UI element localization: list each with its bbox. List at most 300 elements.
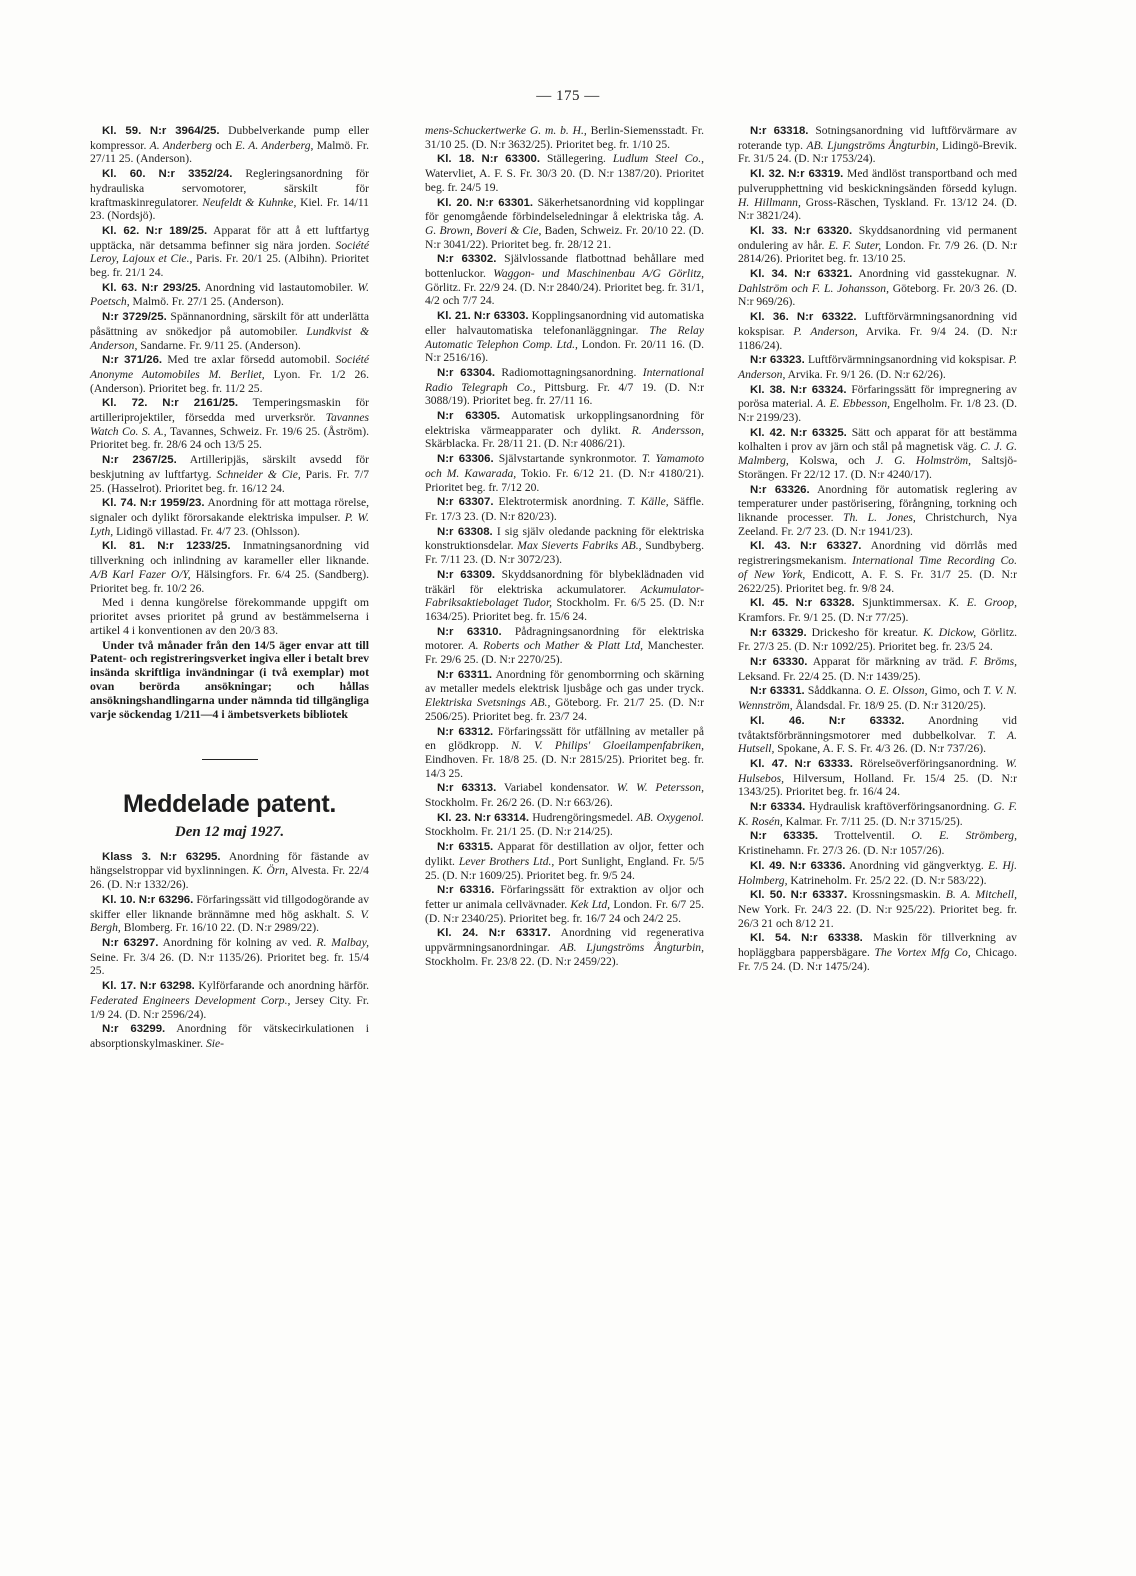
entry-text: Anordning för automatisk reglering av temperaturer under pastörisering, förångning, torkning och liknande processer.: [738, 482, 1017, 524]
patent-number: N:r 63331.: [750, 685, 805, 698]
patent-entry: [738, 539, 1017, 595]
entry-text: Sotningsanordning vid luftförvärmare av roterande typ.: [738, 124, 1017, 152]
patent-number: N:r 3964/25.: [149, 125, 220, 137]
entry-text: Engelholm. Fr. 1/8 23. (D. N:r 2199/23).: [738, 397, 1017, 425]
applicant-name: J. G. Holmström,: [875, 454, 971, 468]
applicant-name: Federated Engineers Development Corp.,: [90, 993, 291, 1007]
patent-entry: [90, 310, 369, 352]
applicant-name: K. E. Groop,: [948, 596, 1017, 610]
patent-entry: [738, 800, 1017, 828]
entry-text: Pittsburg. Fr. 4/7 19. (D. N:r 3088/19). Prioritet beg. fr. 27/11 16.: [425, 380, 704, 408]
patent-entry: [90, 539, 369, 595]
entry-text: Görlitz. Fr. 22/9 24. (D. N:r 2840/24). Prioritet beg. fr. 31/1, 4/2 och 7/7 24.: [425, 280, 704, 308]
applicant-name: A. Anderberg: [149, 138, 212, 152]
class-number: Kl. 23.: [437, 811, 471, 824]
patent-entry: [425, 409, 704, 451]
patent-entry: [738, 596, 1017, 624]
applicant-name: P. W. Lyth,: [90, 510, 369, 538]
patent-number: N:r 63313.: [437, 782, 497, 795]
patent-entry: [425, 926, 704, 968]
patent-number: N:r 63327.: [800, 540, 862, 553]
section-date: Den 12 maj 1927.: [174, 824, 285, 841]
patent-entry: [90, 893, 369, 935]
entry-text: Förfaringssätt för impregnering av porösa material.: [738, 382, 1017, 411]
entry-text: Maskin för tillverkning av hopläggbara pappersbägare.: [738, 931, 1017, 960]
patent-number: N:r 63332.: [828, 714, 905, 727]
entry-text: Chicago. Fr. 7/5 24. (D. N:r 1475/24).: [738, 946, 1017, 973]
patent-entry: [90, 850, 369, 892]
granted-patent-list: [90, 850, 369, 1051]
patent-entry: [738, 124, 1017, 166]
applicant-name: The Relay Automatic Telephon Comp. Ltd.,: [425, 323, 704, 351]
applicant-name: Société Anonyme Automobiles M. Berliet,: [90, 353, 369, 381]
applicant-name: N. Dahlström och F. L. Johansson,: [738, 267, 1017, 295]
entry-text: Leksand. Fr. 22/4 25. (D. N:r 1439/25).: [738, 669, 921, 683]
patent-entry: [425, 196, 704, 252]
patent-number: N:r 3729/25.: [102, 311, 167, 324]
patent-number: N:r 63337.: [790, 889, 848, 902]
entry-text: Anordning för att mottaga rörelse, signaler och dylikt förorsakande elektriska impulser.: [90, 496, 369, 524]
patent-number: N:r 63314.: [474, 811, 530, 824]
patent-entry: [90, 224, 369, 280]
patent-number: N:r 63295.: [160, 850, 221, 863]
applicant-name: N. V. Philips' Gloeilampenfabriken,: [511, 739, 704, 753]
class-number: Kl. 24.: [437, 927, 479, 940]
entry-text: Apparat för att å ett luftfartyg upptäcka, när detsamma befinner sig nära jorden.: [90, 223, 369, 252]
patent-number: N:r 63336.: [789, 859, 846, 872]
entry-text: Såddkanna.: [804, 684, 865, 698]
applicant-name: Max Sieverts Fabriks AB.,: [517, 539, 642, 553]
class-number: Kl. 59.: [102, 125, 142, 137]
patent-number: N:r 63311.: [437, 668, 493, 681]
entry-text: Hilversum, Holland. Fr. 15/4 25. (D. N:r 1343/25). Prioritet beg. fr. 16/4 24.: [738, 771, 1017, 799]
entry-text: Eindhoven. Fr. 18/8 25. (D. N:r 2815/25). Prioritet beg. fr. 14/3 25.: [425, 752, 704, 780]
class-number: Kl. 45.: [750, 597, 789, 610]
entry-text: Kylförfarande och anordning härför.: [194, 979, 369, 993]
applicant-name: E. Hj. Holmberg,: [738, 858, 1018, 887]
class-number: Kl. 63.: [102, 281, 138, 294]
patent-number: N:r 63329.: [750, 626, 807, 639]
entry-text: Apparat för destillation av oljor, fetter och dylikt.: [425, 840, 704, 868]
patent-entry: [90, 979, 369, 1021]
class-number: Kl. 81.: [102, 540, 145, 553]
class-number: Kl. 42.: [750, 426, 786, 439]
patent-entry: [738, 383, 1017, 425]
applicant-name: R. Malbay,: [316, 936, 369, 949]
class-number: Kl. 34.: [750, 268, 788, 281]
applicant-name: W. Poetsch,: [90, 280, 370, 309]
entry-text: Kalmar. Fr. 7/11 25. (D. N:r 3715/25).: [782, 814, 963, 828]
entry-text: Skyddsanordning vid permanent ondulering av hår.: [738, 223, 1017, 252]
patent-entry: [425, 725, 704, 781]
entry-text: Anordning vid regenerativa uppvärmningsanordningar.: [425, 926, 704, 955]
patent-number: N:r 63318.: [750, 125, 809, 137]
applicant-name: Sie-: [205, 1036, 224, 1050]
entry-text: Luftförvärmningsanordning vid kokspisar.: [738, 310, 1017, 338]
patent-entry: [738, 483, 1017, 539]
entry-text: Anordning vid tvåtaktsförbränningsmotorer med dubbelkolvar.: [738, 713, 1017, 742]
entry-text: Artilleripjäs, särskilt avsedd för beskjutning av luftfartyg.: [90, 453, 369, 481]
patent-number: N:r 63330.: [750, 656, 808, 669]
entry-text: Sätt och apparat för att bestämma kolhalten i prov av järn och stål på magnetisk väg.: [738, 425, 1017, 454]
entry-text: Sjunktimmersax.: [854, 596, 949, 610]
announcement-list: [90, 124, 369, 595]
entry-text: Kiel. Fr. 14/11 23. (Nordsjö).: [90, 195, 369, 223]
patent-number: N:r 63302.: [437, 253, 497, 266]
entry-text: Automatisk urkopplingsanordning för elektriska värmeapparater och dylikt.: [425, 409, 704, 437]
patent-entry: [738, 267, 1017, 309]
entry-text: Port Sunlight, England. Fr. 5/5 25. (D. N:r 1609/25). Prioritet beg. fr. 9/5 24.: [425, 854, 705, 882]
applicant-name: Ackumulator-Fabriksaktiebolaget Tudor,: [425, 582, 704, 610]
patent-number: N:r 63304.: [437, 366, 495, 379]
patent-entry: [90, 167, 369, 223]
class-number: Kl. 62.: [102, 224, 140, 237]
patent-entry: [425, 840, 704, 882]
applicant-name: O. E. Strömberg,: [911, 829, 1017, 843]
entry-text: Sundbyberg. Fr. 7/11 23. (D. N:r 3072/23).: [425, 539, 704, 567]
entry-text: Anordning vid dörrlås med registreringsmekanism.: [738, 539, 1017, 568]
applicant-name: W. Hulsebos,: [738, 756, 1017, 785]
entry-text: Sandarne. Fr. 9/11 25. (Anderson).: [137, 338, 301, 352]
entry-text: Pådragningsanordning för elektriska motorer.: [425, 624, 704, 653]
patent-entry: [425, 883, 704, 925]
entry-text: Apparat för märkning av träd.: [807, 655, 970, 669]
patent-entry: [425, 124, 704, 151]
applicant-name: T. A. Hutsell,: [738, 728, 1017, 756]
patent-entry: [738, 757, 1017, 799]
applicant-name: Kek Ltd,: [570, 897, 611, 911]
entry-text: Ålandsdal. Fr. 18/9 25. (D. N:r 3120/25).: [792, 699, 986, 713]
priority-notice: Med i denna kungörelse förekommande uppgift om prioritet avses prioritet på grund av bestämmelserna i artikel 4 i konventionen av den 20/3 83.: [90, 595, 369, 637]
patent-entry: [90, 281, 369, 309]
patent-entry: [738, 353, 1017, 381]
patent-number: N:r 63319.: [788, 168, 844, 181]
entry-text: New York. Fr. 24/3 22. (D. N:r 925/22). Prioritet beg. fr. 26/3 21 och 8/12 21.: [738, 902, 1017, 930]
entry-text: Gimo, och: [927, 684, 984, 698]
patent-entry: [425, 452, 704, 494]
patent-entry: [90, 936, 369, 978]
patent-entry: [90, 353, 369, 395]
applicant-name: Waggon- und Maschinenbau A/G Görlitz,: [493, 267, 705, 281]
entry-text: I sig själv oledande packning för elektriska konstruktionsdelar.: [425, 524, 704, 553]
patent-number: N:r 63299.: [102, 1023, 166, 1036]
patent-number: N:r 189/25.: [145, 224, 208, 237]
entry-text: Arvika. Fr. 9/1 26. (D. N:r 62/26).: [785, 367, 946, 381]
entry-text: Temperingsmaskin för artilleriprojektiler, försedda med urverksrör.: [90, 396, 369, 425]
patent-entry: [425, 568, 704, 624]
applicant-name: Lever Brothers Ltd.,: [458, 854, 555, 868]
class-number: Kl. 74.: [102, 497, 137, 510]
entry-text: Alvesta. Fr. 22/4 26. (D. N:r 1332/26).: [90, 864, 369, 892]
column-3: [738, 124, 1017, 974]
applicant-name: Neufeldt & Kuhnke,: [202, 195, 297, 209]
patent-entry: [425, 152, 704, 194]
entry-text: Gross-Räschen, Tyskland. Fr. 13/12 24. (D. N:r 3821/24).: [738, 195, 1017, 223]
patent-entry: [425, 668, 704, 724]
class-number: Kl. 50.: [750, 889, 786, 902]
patent-number: N:r 63303.: [473, 310, 529, 323]
patent-entry: [90, 124, 369, 166]
applicant-name: W. W. Petersson,: [616, 781, 704, 795]
applicant-name: T. Källe,: [627, 495, 669, 509]
entry-text: Luftförvärmningsanordning vid kokspisar.: [804, 353, 1009, 367]
applicant-name: R. Andersson,: [631, 423, 704, 437]
entry-text: Med ändlöst transportband och med pulverupphettning vid beskickningsänden försedd kylugn.: [738, 167, 1017, 195]
patent-entry: [425, 625, 704, 667]
applicant-name: C. J. G. Malmberg,: [738, 440, 1017, 468]
entry-text: Blomberg. Fr. 16/10 22. (D. N:r 2989/22).: [120, 921, 319, 935]
applicant-name: AB. Ljungströms Ångturbin,: [559, 941, 704, 955]
class-number: Klass 3.: [102, 850, 152, 863]
patent-number: N:r 63309.: [437, 568, 496, 581]
entry-text: Kramfors. Fr. 9/1 25. (D. N:r 77/25).: [738, 610, 909, 624]
entry-text: Saltsjö-Storängen. Fr 22/12 17. (D. N:r 4240/17).: [738, 454, 1017, 481]
applicant-name: F. Bröms,: [969, 655, 1017, 669]
class-number: Kl. 36.: [750, 311, 789, 324]
patent-number: N:r 1959/23.: [139, 497, 205, 510]
applicant-name: AB. Oxygenol.: [636, 810, 704, 824]
section-divider: [202, 759, 258, 760]
entry-text: Lyon. Fr. 1/2 26. (Anderson). Prioritet beg. fr. 11/2 25.: [90, 367, 370, 395]
patent-number: N:r 63306.: [437, 453, 494, 466]
applicant-name: AB. Ljungströms Ångturbin,: [806, 138, 939, 152]
applicant-name: P. Anderson,: [793, 324, 858, 338]
applicant-name: K. Dickow,: [923, 625, 977, 639]
entry-text: Berlin-Siemensstadt. Fr. 31/10 25. (D. N:r 3632/25). Prioritet beg. fr. 1/10 25.: [425, 124, 704, 151]
applicant-name: Ludlum Steel Co.,: [612, 152, 704, 166]
entry-text: Göteborg. Fr. 20/3 26. (D. N:r 969/26).: [738, 281, 1017, 309]
applicant-name: E. F. Suter,: [828, 238, 882, 252]
applicant-name: International Time Recording Co. of New York,: [738, 554, 1017, 581]
applicant-name: The Vortex Mfg Co,: [874, 946, 971, 960]
entry-text: Hälsingfors. Fr. 6/4 25. (Sandberg). Prioritet beg. fr. 10/2 26.: [90, 567, 369, 595]
patent-number: N:r 63322.: [796, 311, 857, 324]
applicant-name: Tavannes Watch Co. S. A.,: [90, 411, 369, 438]
patent-number: N:r 3352/24.: [158, 168, 233, 181]
entry-text: Krossningsmaskin.: [847, 888, 946, 902]
entry-text: Variabel kondensator.: [496, 781, 617, 795]
entry-text: Hudrengöringsmedel.: [529, 810, 637, 824]
entry-text: Trottelventil.: [818, 829, 912, 843]
entry-text: Kopplingsanordning vid automatiska eller halvautomatiska telefonanläggningar.: [425, 309, 705, 337]
entry-text: Baden, Schweiz. Fr. 20/10 22. (D. N:r 3041/22). Prioritet beg. fr. 28/12 21.: [425, 223, 704, 251]
class-number: Kl. 72.: [102, 397, 148, 410]
entry-text: Lidingö villastad. Fr. 4/7 23. (Ohlsson).: [113, 524, 300, 538]
entry-text: Paris. Fr. 20/1 25. (Albihn). Prioritet beg. fr. 21/1 24.: [90, 252, 369, 280]
patent-number: N:r 63326.: [750, 483, 810, 496]
applicant-name: mens-Schuckertwerke G. m. b. H.,: [425, 124, 587, 137]
patent-number: N:r 63300.: [481, 153, 541, 166]
class-number: Kl. 47.: [750, 757, 788, 770]
entry-text: Säffle. Fr. 17/3 23. (D. N:r 820/23).: [425, 495, 704, 523]
class-number: Kl. 43.: [750, 540, 791, 553]
applicant-name: A/B Karl Fazer O/Y,: [90, 567, 191, 581]
class-number: Kl. 21.: [437, 310, 471, 323]
entry-text: Anordning för genomborrning och skärning av metaller medels elektrisk ljusbåge och gas under tryck.: [425, 667, 704, 696]
patent-entry: [425, 525, 704, 567]
patent-number: N:r 63316.: [437, 884, 495, 897]
patent-entry: [90, 1022, 369, 1050]
patent-number: N:r 63320.: [793, 224, 853, 237]
patent-entry: [738, 859, 1017, 887]
applicant-name: T. V. N. Wennström,: [738, 684, 1017, 713]
applicant-name: P. Anderson,: [738, 353, 1017, 381]
entry-text: Malmö. Fr. 27/11 25. (Anderson).: [90, 138, 369, 166]
patent-number: N:r 63305.: [437, 410, 501, 423]
class-number: Kl. 49.: [750, 859, 786, 872]
patent-number: N:r 371/26.: [102, 354, 163, 367]
patent-number: N:r 63328.: [795, 597, 855, 610]
patent-number: N:r 63310.: [437, 625, 502, 638]
patent-number: N:r 63324.: [790, 383, 847, 396]
entry-text: Spokane, A. F. S. Fr. 4/3 26. (D. N:r 737/26).: [774, 742, 987, 756]
entry-text: Skyddsanordning för blybeklädnaden vid träkärl för elektriska ackumulatorer.: [425, 567, 704, 596]
patent-entry: [738, 224, 1017, 266]
patent-number: N:r 2367/25.: [102, 454, 177, 467]
entry-text: Anordning för vätskecirkulationen i absorptionskylmaskiner.: [90, 1022, 369, 1050]
entry-text: Med tre axlar försedd automobil.: [162, 353, 336, 367]
section-title: Meddelade patent.: [123, 790, 336, 819]
class-number: Kl. 33.: [750, 224, 788, 237]
entry-text: Kolswa, och: [788, 454, 876, 468]
patent-entry: [90, 496, 369, 538]
entry-text: Malmö. Fr. 27/1 25. (Anderson).: [129, 295, 284, 309]
applicant-name: G. F. K. Rosén,: [738, 800, 1017, 828]
patent-number: N:r 63296.: [138, 893, 194, 906]
entry-text: Göteborg. Fr. 21/7 25. (D. N:r 2506/25). Prioritet beg. fr. 23/7 24.: [425, 696, 704, 723]
entry-text: Tavannes, Schweiz. Fr. 19/6 25. (Åström). Prioritet beg. fr. 28/6 24 och 13/5 25.: [90, 424, 369, 452]
entry-text: Lidingö-Brevik. Fr. 31/5 24. (D. N:r 1753/24).: [738, 138, 1018, 166]
class-number: Kl. 10.: [102, 893, 136, 906]
class-number: Kl. 46.: [750, 714, 805, 727]
patent-number: N:r 63333.: [794, 757, 853, 770]
class-number: Kl. 32.: [750, 168, 785, 181]
applicant-name: Société Leroy, Lajoux et Cie.,: [90, 238, 369, 266]
patent-number: N:r 2161/25.: [162, 397, 239, 410]
patent-number: N:r 63321.: [794, 268, 853, 281]
applicant-name: T. Yamamoto och M. Kawarada,: [425, 452, 704, 480]
objection-notice: Under två månader från den 14/5 äger envar att till Patent- och registreringsverket ingiva eller i betalt brev insända skriftliga invändningar (i två exemplar) mot ovan berörda ansökningar; och hållas ansökningshandlingarna under nämnda tid tillgängliga varje söckendag 1/211—4 i ämbetsverkets bibliotek: [90, 637, 369, 721]
applicant-name: A. E. Ebbesson,: [816, 397, 891, 411]
entry-text: Förfaringssätt vid tillgodogörande av skiffer eller liknande brännämne med hög askhalt.: [90, 892, 369, 921]
patent-number: N:r 63323.: [750, 354, 805, 367]
applicant-name: International Radio Telegraph Co.,: [425, 365, 704, 394]
column-2: [425, 124, 704, 969]
entry-text: Skärblacka. Fr. 28/11 21. (D. N:r 4086/21).: [425, 437, 626, 451]
patent-entry: [738, 829, 1017, 857]
entry-text: Anordning vid gasstekugnar.: [852, 267, 1007, 281]
entry-text: Självstartande synkronmotor.: [493, 452, 642, 466]
entry-text: Manchester. Fr. 29/6 25. (D. N:r 2270/25).: [425, 639, 705, 667]
entry-text: Kristinehamn. Fr. 27/3 26. (D. N:r 1057/26).: [738, 844, 945, 858]
patent-number: N:r 63301.: [476, 196, 534, 209]
entry-text: Förfaringssätt för extraktion av oljor och fetter ur animala cellvävnader.: [425, 883, 704, 911]
patent-number: N:r 63308.: [437, 525, 493, 538]
entry-text: Stockholm. Fr. 26/2 26. (D. N:r 663/26).: [425, 796, 613, 810]
applicant-name: E. A. Anderberg,: [235, 138, 314, 152]
patent-entry: [90, 453, 369, 495]
patent-entry: [425, 366, 704, 408]
applicant-name: O. E. Olsson,: [864, 684, 928, 698]
patent-entry: [738, 310, 1017, 352]
patent-number: N:r 63317.: [488, 927, 551, 940]
patent-entry: [738, 426, 1017, 482]
page-number: — 175 —: [536, 88, 600, 104]
class-number: Kl. 54.: [750, 932, 791, 945]
patent-entry: [738, 626, 1017, 654]
patent-number: N:r 63297.: [102, 937, 159, 949]
patent-entry: [90, 396, 369, 452]
entry-text: Självlossande flatbottnad behållare med bottenluckor.: [425, 252, 704, 281]
patent-entry: [738, 684, 1017, 712]
entry-text: Anordning för fästande av hängselstroppar vid byxlinningen.: [90, 849, 369, 878]
entry-text: Elektrotermisk anordning.: [493, 495, 628, 509]
applicant-name: H. Hillmann,: [738, 195, 801, 209]
patent-entry: [425, 252, 704, 308]
patent-entry: [738, 167, 1017, 223]
patent-entry: [738, 888, 1017, 930]
patent-entry: [738, 714, 1017, 756]
entry-text: Anordning för kolning av ved.: [158, 936, 317, 949]
entry-text: Endicott, A. F. S. Fr. 31/7 25. (D. N:r 2622/25). Prioritet beg. fr. 9/8 24.: [738, 567, 1017, 595]
entry-text: Christchurch, Nya Zeeland. Fr. 2/7 23. (D. N:r 1941/23).: [738, 510, 1017, 538]
patent-number: N:r 63335.: [750, 830, 819, 843]
patent-number: N:r 63307.: [437, 496, 494, 509]
class-number: Kl. 17.: [102, 980, 137, 993]
patent-entry: [738, 931, 1017, 973]
entry-text: London. Fr. 20/11 16. (D. N:r 2516/16).: [425, 337, 704, 365]
applicant-name: Elektriska Svetsnings AB.,: [425, 696, 551, 710]
entry-text: Anordning vid lastautomobiler.: [200, 280, 358, 294]
class-number: Kl. 38.: [750, 383, 786, 396]
entry-text: Hydraulisk kraftöverföringsanordning.: [805, 800, 994, 814]
entry-text: Förfaringssätt för utfällning av metaller på en glödkropp.: [425, 724, 704, 753]
applicant-name: Lundkvist & Anderson,: [90, 324, 369, 352]
applicant-name: K. Örn,: [252, 864, 289, 878]
entry-text: Stockholm. Fr. 23/8 22. (D. N:r 2459/22).: [425, 954, 619, 968]
entry-text: Watervliet, A. F. S. Fr. 30/3 20. (D. N:r 1387/20). Prioritet beg. fr. 24/5 19.: [425, 167, 704, 194]
entry-text: Säkerhetsanordning vid kopplingar för genomgående förbindelseledningar å elektriska tåg.: [425, 195, 704, 224]
applicant-name: A. G. Brown, Boveri & Cie,: [425, 210, 704, 237]
entry-text: Radiomottagningsanordning.: [495, 365, 643, 379]
patent-number: N:r 293/25.: [141, 281, 201, 294]
entry-text: Dubbelverkande pump eller kompressor.: [90, 124, 369, 152]
entry-text: Paris. Fr. 7/7 25. (Hasselrot). Prioritet beg. fr. 16/12 24.: [90, 467, 370, 495]
patent-entry: [425, 811, 704, 839]
entry-text: Görlitz. Fr. 27/3 25. (D. N:r 1092/25). Prioritet beg. fr. 23/5 24.: [738, 625, 1017, 654]
patent-entry: [425, 309, 704, 365]
patent-number: N:r 63338.: [801, 932, 863, 945]
patent-number: N:r 63315.: [437, 841, 494, 854]
class-number: Kl. 60.: [102, 168, 146, 181]
entry-text: Drickesho för kreatur.: [806, 625, 924, 639]
patent-number: N:r 63325.: [790, 426, 847, 439]
patent-entry: [425, 495, 704, 523]
applicant-name: B. A. Mitchell,: [945, 888, 1018, 902]
patent-number: N:r 63298.: [139, 980, 195, 993]
entry-text: Arvika. Fr. 9/4 24. (D. N:r 1186/24).: [738, 324, 1017, 352]
entry-text: Jersey City. Fr. 1/9 24. (D. N:r 2596/24).: [90, 993, 369, 1021]
class-number: Kl. 18.: [437, 153, 475, 166]
applicant-name: Th. L. Jones,: [843, 510, 916, 524]
entry-text: Spännanordning, särskilt för att underlätta påsättning av snökedjor på automobiler.: [90, 310, 369, 338]
entry-text: London. Fr. 7/9 26. (D. N:r 2814/26). Prioritet beg. fr. 13/10 25.: [738, 238, 1017, 266]
entry-text: London. Fr. 6/7 25. (D. N:r 2340/25). Prioritet beg. fr. 16/7 24 och 24/2 25.: [425, 897, 704, 925]
entry-text: Rörelseöverföringsanordning.: [852, 756, 1006, 770]
entry-text: Ställegering.: [540, 152, 613, 166]
entry-text: Seine. Fr. 3/4 26. (D. N:r 1135/26). Prioritet beg. fr. 15/4 25.: [90, 950, 369, 978]
patent-entry: [425, 781, 704, 809]
